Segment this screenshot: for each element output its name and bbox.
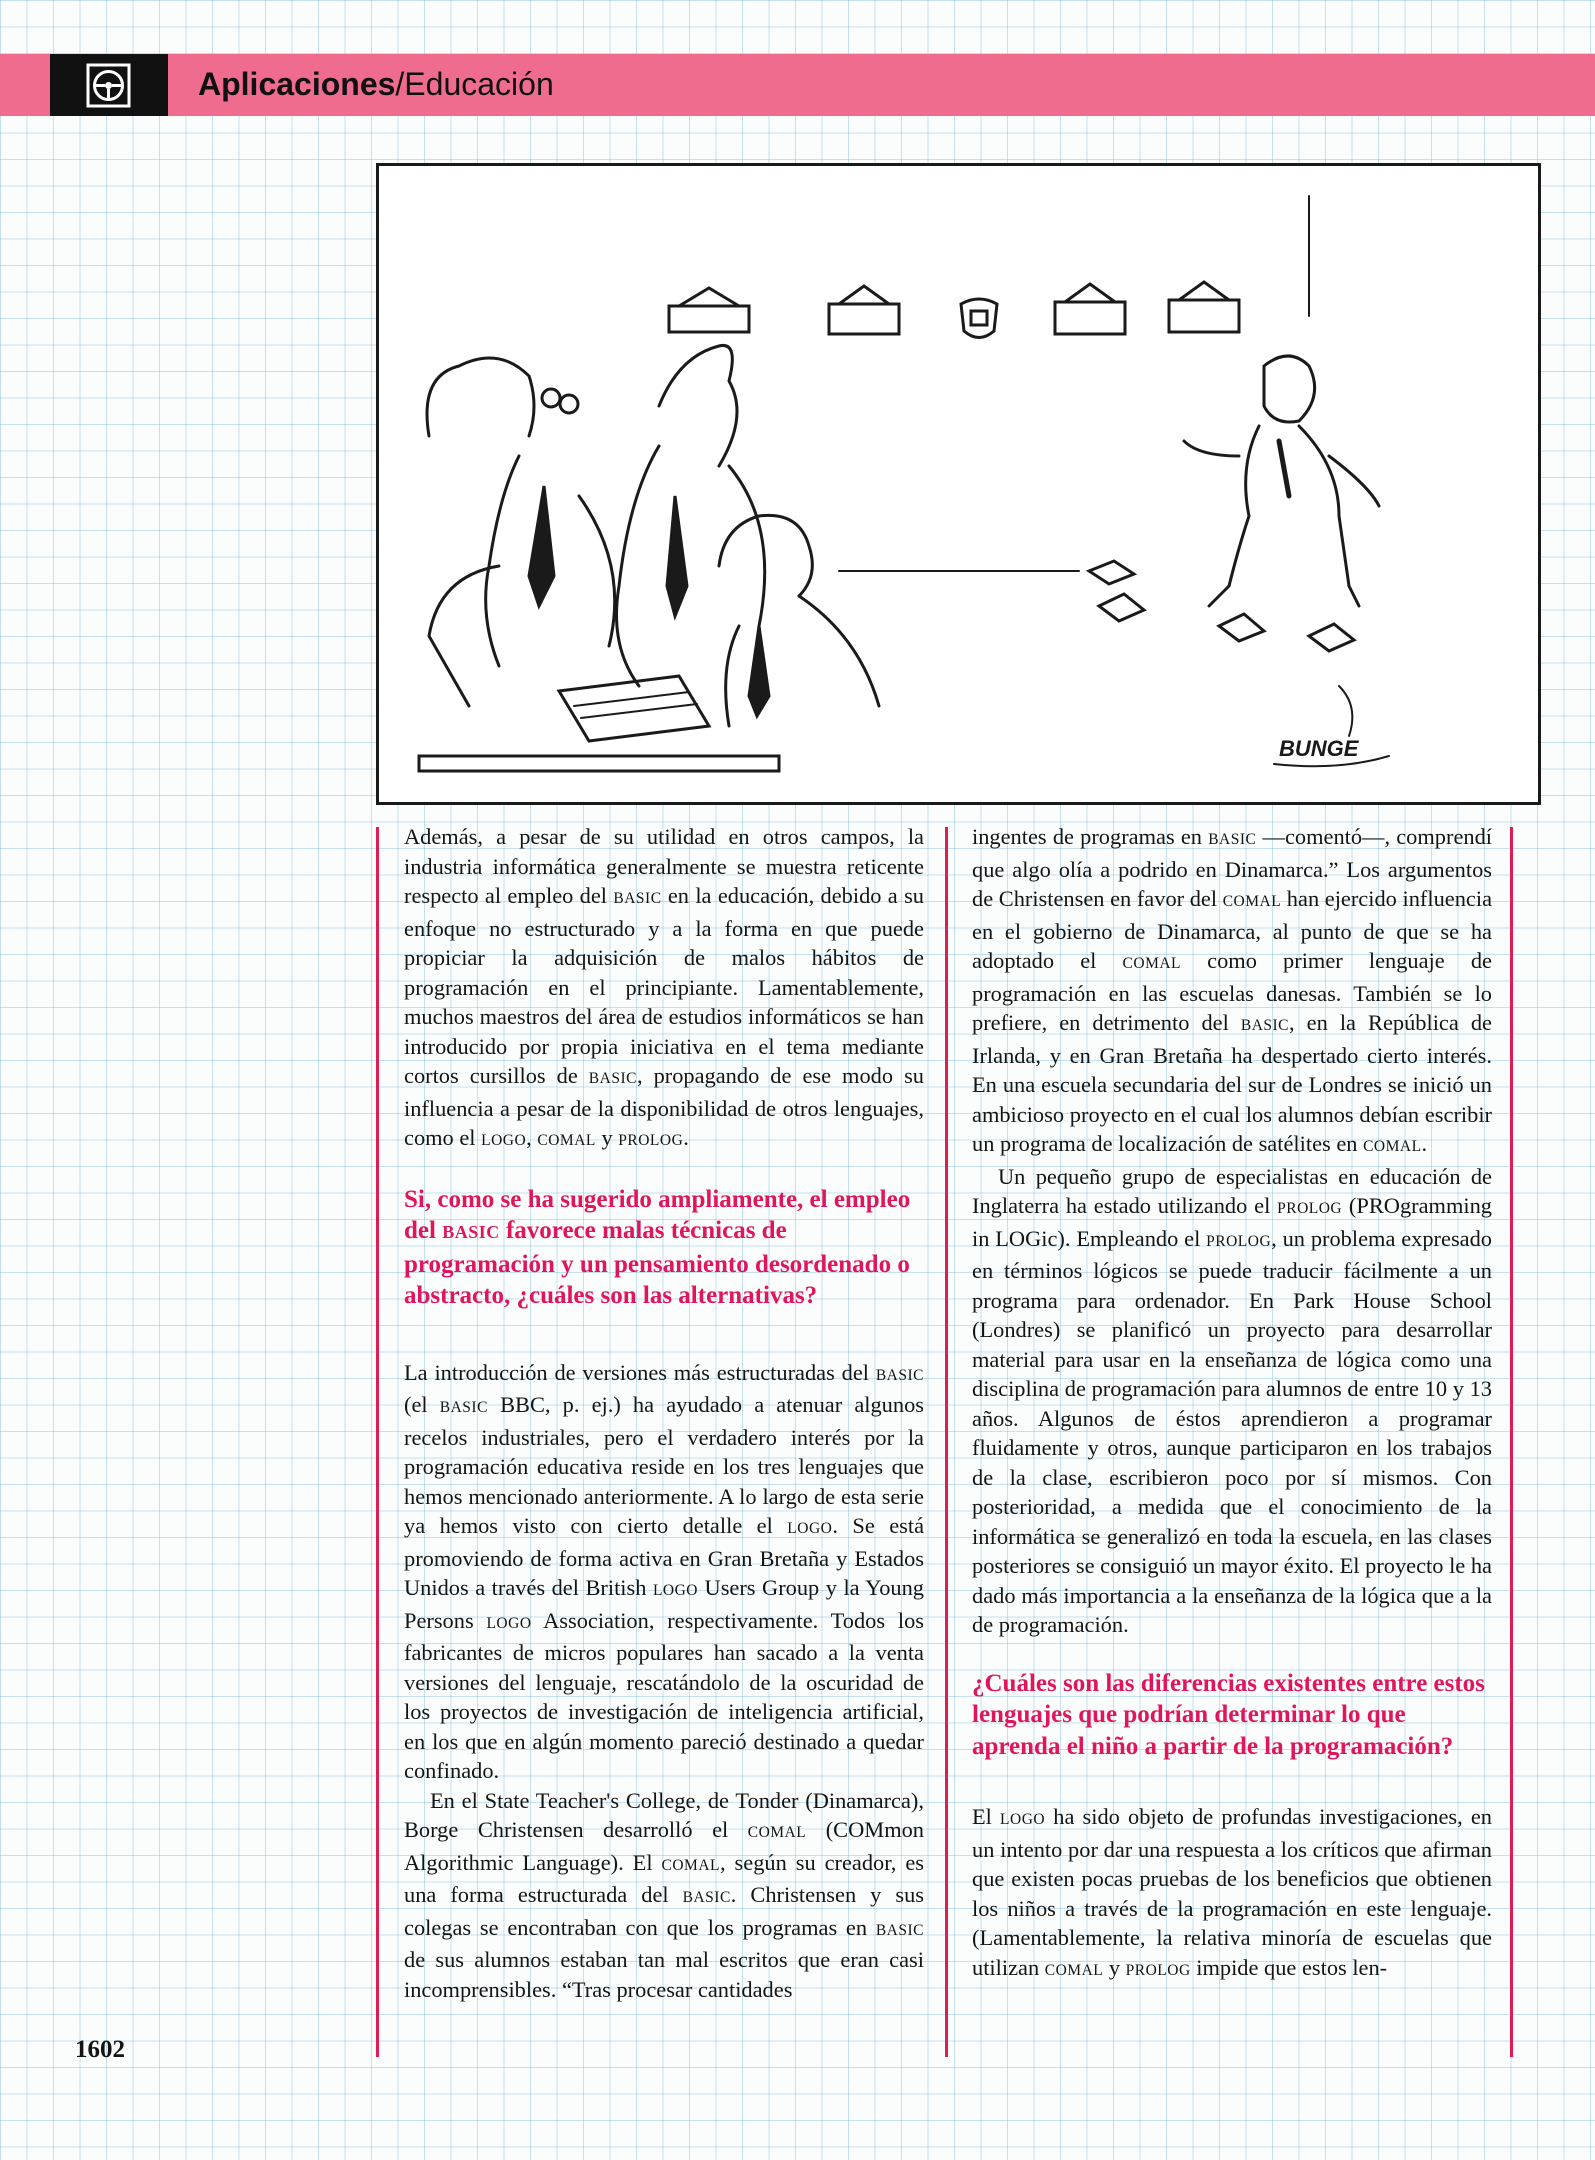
language-name: PROLOG: [618, 1132, 684, 1149]
cartoon-illustration: [376, 163, 1541, 805]
language-name: BASIC: [875, 1921, 924, 1939]
section-title: Aplicaciones/Educación: [198, 66, 554, 102]
paragraph: ingentes de programas en BASIC —comentó—, comprendí que algo olía a podrido en Dinamarca.” Los argumentos de Christensen en favor del COMAL han ejercido influencia en el gobierno de Dinamarca, al punto de que se ha adoptado el COMAL como primer lenguaje de programación en las escuelas danesas. También se lo prefiere, en detrimento del BASIC, en la República de Irlanda, y en Gran Bretaña ha despertado cierto interés. En una escuela secundaria del sur de Londres se inició un ambicioso proyecto en el cual los alumnos debían escribir un programa de localización de satélites en COMAL.: [972, 824, 1493, 1156]
column-rule-left: [376, 827, 379, 2057]
language-name: COMAL: [1044, 1961, 1104, 1979]
language-name: PROLOG: [1206, 1232, 1272, 1250]
standing-figure: [1184, 196, 1379, 606]
language-name: COMAL: [1363, 1138, 1422, 1155]
wall-frame: [1055, 284, 1125, 334]
language-name: COMAL: [1122, 955, 1182, 972]
wall-crest: [961, 299, 997, 338]
teacher-figure: [617, 345, 765, 686]
language-name: BASIC: [613, 890, 662, 907]
language-name: LOGO: [486, 1614, 532, 1632]
language-name: COMAL: [747, 1824, 807, 1841]
scattered-objects: [1089, 561, 1354, 736]
section-heading: Si, como se ha sugerido ampliamente, el empleo del BASIC favorece malas técnicas de programación y un pensamiento desordenado o abstracto, ¿cuáles son las alternativas?: [404, 1185, 911, 1309]
language-name: LOGO: [652, 1582, 699, 1599]
seated-figure: [719, 515, 879, 726]
wall-frame: [669, 288, 749, 332]
language-name: BASIC: [1208, 831, 1257, 848]
language-name: BASIC: [682, 1889, 731, 1906]
language-name: COMAL: [661, 1856, 720, 1874]
language-name: COMAL: [537, 1132, 596, 1149]
artist-signature: BUNGE: [1279, 736, 1359, 761]
section-heading: ¿Cuáles son las diferencias existentes entre estos lenguajes que podrían determinar lo que aprenda el niño a partir de la programación?: [972, 1669, 1485, 1760]
language-name: BASIC: [439, 1399, 488, 1416]
language-name: LOGO: [481, 1132, 527, 1149]
language-name: COMAL: [1222, 893, 1282, 910]
paragraph: Además, a pesar de su utilidad en otros campos, la industria informática generalmente se muestra reticente respecto al empleo del BASIC en la educación, debido a su enfoque no estructurado y a la forma en que puede propiciar la adquisición de malos hábitos de programación en el principiante. Lamentablemente, muchos maestros del área de estudios informáticos se han introducido por propia iniciativa en el tema mediante cortos cursillos de BASIC, propagando de ese modo su influencia a pesar de la disponibilidad de otros lenguajes, como el LOGO, COMAL y PROLOG.: [404, 824, 924, 1150]
text-column-left: [404, 822, 924, 2004]
paragraph: La introducción de versiones más estructuradas del BASIC (el BASIC BBC, p. ej.) ha ayudado a atenuar algunos recelos industriales, pero el verdadero interés por la programación educativa reside en los tres lenguajes que hemos mencionado anteriormente. A lo largo de esta serie ya hemos visto con cierto detalle el LOGO. Se está promoviendo de forma activa en Gran Bretaña y Estados Unidos a través del British LOGO Users Group y la Young Persons LOGO Association, respectivamente. Todos los fabricantes de micros populares han sacado a la venta versiones del lenguaje, rescatándolo de la oscuridad de los proyectos de investigación de inteligencia artificial, en los que en algún momento pareció destinado a quedar confinado.: [404, 1359, 925, 1783]
language-name: LOGO: [787, 1520, 833, 1537]
column-rule-right: [1510, 827, 1513, 2057]
paragraph: El LOGO ha sido objeto de profundas investigaciones, en un intento por dar una respuesta a los críticos que afirman que existen pocas pruebas de los beneficios que obtienen los niños a través de la programación en este lenguaje. (Lamentablemente, la relativa minoría de escuelas que utilizan COMAL y PROLOG impide que estos len-: [972, 1804, 1492, 1980]
language-name: BASIC: [875, 1366, 924, 1384]
language-name: BASIC: [1240, 1017, 1290, 1034]
language-name: PROLOG: [1277, 1200, 1343, 1217]
paragraph: En el State Teacher's College, de Tonder (Dinamarca), Borge Christensen desarrolló el COMAL (COMmon Algorithmic Language). El COMAL, según su creador, es una forma estructurada del BASIC. Christensen y sus colegas se encontraban con que los programas en BASIC de sus alumnos estaban tan mal escritos que eran casi incomprensibles. “Tras procesar cantidades: [404, 1787, 924, 2002]
language-name: BASIC: [588, 1070, 637, 1087]
language-name: BASIC: [442, 1222, 500, 1242]
steering-wheel-icon: [86, 63, 131, 108]
language-name: PROLOG: [1125, 1961, 1191, 1979]
cartoon-drawing: [379, 166, 1538, 802]
text-column-right: [972, 822, 1492, 1985]
teacher-figure: [427, 358, 615, 706]
paragraph: Un pequeño grupo de especialistas en educación de Inglaterra ha estado utilizando el PROLOG (PROgramming in LOGic). Empleando el PROLOG, un problema expresado en términos lógicos se puede traducir fácilmente a un programa para ordenador. En Park House School (Londres) se planificó un proyecto para desarrollar material para usar en la enseñanza de lógica como una disciplina de programación para alumnos de entre 10 y 13 años. Algunos de éstos aprendieron a programar fluidamente y otros, aunque participaron en los trabajos de la clase, escribieron poco por sí mismos. Con posterioridad, a medida que el conocimiento de la informática se generalizó en toda la escuela, en las clases posteriores se consiguió un mayor éxito. El proyecto le ha dado más importancia a la enseñanza de la lógica que a la de programación.: [972, 1163, 1492, 1637]
wall-frame: [829, 286, 899, 334]
page-number: 1602: [75, 2036, 125, 2063]
column-rule-middle: [945, 827, 948, 2057]
wall-frame: [1169, 282, 1239, 332]
language-name: LOGO: [1000, 1811, 1046, 1828]
